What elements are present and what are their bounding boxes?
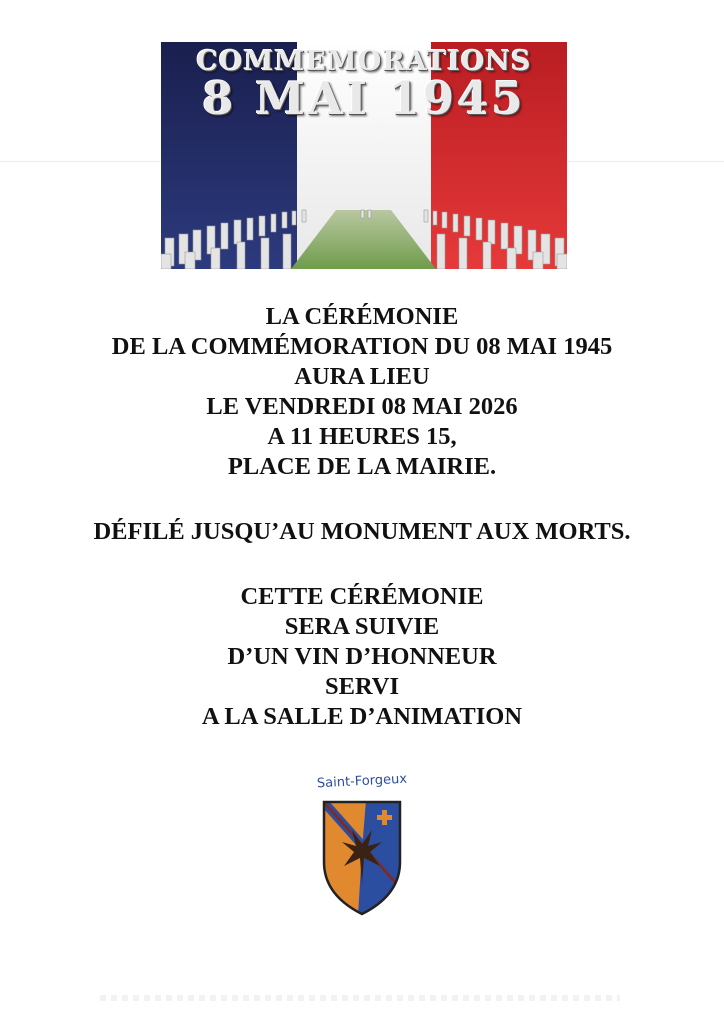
announcement-line: DE LA COMMÉMORATION DU 08 MAI 1945 xyxy=(111,333,613,360)
announcement-line: A 11 HEURES 15, xyxy=(267,423,457,450)
announcement-line: AURA LIEU xyxy=(294,363,430,390)
town-crest xyxy=(300,770,424,920)
reception-line: SERA SUIVIE xyxy=(284,613,440,640)
shield-icon xyxy=(322,800,402,916)
announcement-line: PLACE DE LA MAIRIE. xyxy=(227,453,497,480)
announcement-line: LE VENDREDI 08 MAI 2026 xyxy=(206,393,518,420)
reception-line: A LA SALLE D’ANIMATION xyxy=(201,703,523,730)
banner-date: 8 MAI 1945 xyxy=(202,72,526,125)
announcement-line: LA CÉRÉMONIE xyxy=(265,303,459,330)
reception-line: D’UN VIN D’HONNEUR xyxy=(227,643,497,670)
crest-label: Saint-Forgeux xyxy=(316,771,408,792)
commemoration-banner xyxy=(161,42,567,269)
reception-line: SERVI xyxy=(324,673,400,700)
announcement-text xyxy=(0,302,724,732)
reception-line: CETTE CÉRÉMONIE xyxy=(240,583,484,610)
parade-line: DÉFILÉ JUSQU’AU MONUMENT AUX MORTS. xyxy=(93,518,631,545)
scan-artifact-noise xyxy=(100,995,620,1001)
banner-title: COMMEMORATIONS xyxy=(196,46,532,77)
